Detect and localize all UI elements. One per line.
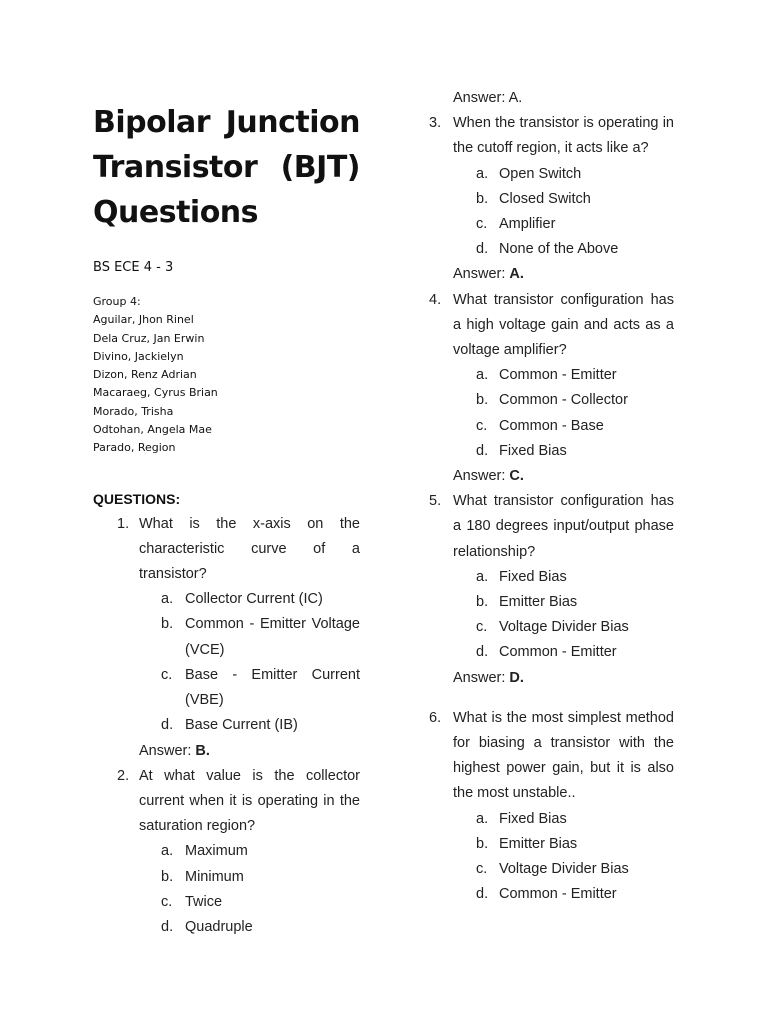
- option-letter: a.: [476, 568, 489, 585]
- question-number: 2.: [117, 767, 130, 784]
- member-name: Dela Cruz, Jan Erwin: [93, 331, 205, 345]
- member-name: Aguilar, Jhon Rinel: [93, 313, 194, 327]
- title-word: (BJT): [280, 150, 360, 185]
- option-text: Base Current (IB): [185, 717, 298, 734]
- option-letter: b.: [161, 616, 174, 633]
- option-text: Emitter Bias: [499, 594, 578, 611]
- option-letter: a.: [161, 843, 174, 860]
- title-word: Questions: [93, 195, 259, 230]
- option-text: Amplifier: [499, 216, 556, 233]
- member-name: Parado, Region: [93, 441, 176, 455]
- option-text: Base - Emitter Current (VBE): [185, 666, 360, 709]
- answer-value: D.: [509, 669, 524, 686]
- option-letter: b.: [476, 835, 489, 852]
- option: [427, 212, 674, 237]
- document-title: [93, 100, 360, 235]
- group-label: Group 4:: [93, 295, 141, 308]
- option-letter: c.: [476, 216, 488, 233]
- option: [427, 439, 674, 464]
- question-text: What is the x-axis on the characteristic curve of a transistor?: [139, 515, 360, 583]
- question-1: [93, 512, 360, 588]
- option-letter: a.: [161, 591, 174, 608]
- option-letter: d.: [476, 442, 489, 459]
- question-number: 5.: [429, 493, 442, 510]
- answer-value: B.: [195, 742, 210, 759]
- option: [93, 713, 360, 738]
- option-letter: b.: [476, 392, 489, 409]
- answer-value: A.: [509, 266, 524, 283]
- option-text: Closed Switch: [499, 190, 591, 207]
- member-name: Odtohan, Angela Mae: [93, 423, 212, 437]
- answer-label: Answer:: [453, 669, 506, 686]
- option-text: Fixed Bias: [499, 442, 567, 459]
- option-letter: d.: [161, 717, 174, 734]
- title-word: Bipolar: [93, 105, 211, 140]
- answer-line: [93, 739, 360, 764]
- title-word: Junction: [225, 105, 360, 140]
- question-3: [427, 111, 674, 161]
- member-name: Macaraeg, Cyrus Brian: [93, 386, 218, 400]
- option: [427, 857, 674, 882]
- option-text: Emitter Bias: [499, 835, 578, 852]
- member-name: Divino, Jackielyn: [93, 349, 184, 363]
- option-text: Fixed Bias: [499, 810, 567, 827]
- question-4: [427, 288, 674, 364]
- answer-label: Answer:: [139, 742, 192, 759]
- answer-label: Answer:: [453, 468, 506, 485]
- option: [427, 388, 674, 413]
- option: [427, 414, 674, 439]
- option: [427, 590, 674, 615]
- question-text: When the transistor is operating in the cutoff region, it acts like a?: [453, 115, 674, 157]
- option-letter: d.: [476, 886, 489, 903]
- option: [427, 640, 674, 665]
- option-letter: b.: [476, 594, 489, 611]
- option-letter: a.: [476, 367, 489, 384]
- option-text: Voltage Divider Bias: [499, 619, 629, 636]
- option-letter: c.: [476, 861, 488, 878]
- option-letter: a.: [476, 165, 489, 182]
- right-column: [427, 86, 674, 908]
- question-2: [93, 764, 360, 840]
- option-letter: c.: [476, 417, 488, 434]
- question-number: 6.: [429, 709, 442, 726]
- question-number: 1.: [117, 515, 130, 532]
- option-text: Open Switch: [499, 165, 582, 182]
- answer-label: Answer:: [453, 266, 506, 283]
- answer-line: [427, 262, 674, 287]
- question-text: What transistor configuration has a high voltage gain and acts as a voltage amplifier?: [453, 291, 674, 359]
- option: [427, 615, 674, 640]
- answer-line: Answer: A.: [453, 90, 523, 106]
- option-letter: c.: [161, 893, 173, 910]
- option-text: Voltage Divider Bias: [499, 861, 629, 878]
- option-letter: b.: [161, 868, 174, 885]
- option-letter: b.: [476, 190, 489, 207]
- option-text: Minimum: [185, 868, 244, 885]
- section-code: BS ECE 4 - 3: [93, 260, 174, 275]
- answer-line: [427, 464, 674, 489]
- question-number: 4.: [429, 291, 442, 308]
- option: [93, 915, 360, 940]
- question-5: [427, 489, 674, 565]
- option: [93, 839, 360, 864]
- question-list-left: [93, 512, 360, 940]
- spacer: [427, 691, 674, 706]
- question-6: [427, 706, 674, 807]
- option-text: Common - Base: [499, 417, 604, 434]
- option-letter: a.: [476, 810, 489, 827]
- option-text: Common - Collector: [499, 392, 628, 409]
- option: [427, 237, 674, 262]
- question-text: At what value is the collector current when it is operating in the saturation region?: [139, 767, 360, 835]
- group-members: [93, 293, 360, 458]
- option-text: Common - Emitter: [499, 367, 617, 384]
- option-letter: d.: [161, 918, 174, 935]
- option-text: Collector Current (IC): [185, 591, 323, 608]
- left-column: [93, 100, 360, 940]
- option: [93, 890, 360, 915]
- option-text: Maximum: [185, 843, 248, 860]
- answer-line: [427, 666, 674, 691]
- option: [93, 865, 360, 890]
- question-text: What transistor configuration has a 180 degrees input/output phase relationship?: [453, 493, 674, 560]
- option-letter: c.: [161, 666, 173, 683]
- option: [427, 882, 674, 907]
- option: [427, 565, 674, 590]
- option: [427, 363, 674, 388]
- option-text: Common - Emitter Voltage (VCE): [185, 616, 360, 658]
- option-text: Twice: [185, 893, 223, 910]
- questions-heading: QUESTIONS:: [93, 490, 181, 507]
- option: [93, 663, 360, 713]
- question-text: What is the most simplest method for biasing a transistor with the highest power gain, but it is also the most unstable..: [453, 709, 674, 802]
- option-text: Fixed Bias: [499, 568, 567, 585]
- option: [93, 587, 360, 612]
- option: [427, 807, 674, 832]
- option: [93, 612, 360, 662]
- member-name: Morado, Trisha: [93, 404, 174, 418]
- option: [427, 162, 674, 187]
- option: [427, 832, 674, 857]
- option-text: None of the Above: [499, 241, 619, 258]
- option-text: Common - Emitter: [499, 886, 617, 903]
- option-letter: d.: [476, 241, 489, 258]
- option-letter: d.: [476, 644, 489, 661]
- question-number: 3.: [429, 115, 442, 132]
- answer-value: C.: [509, 468, 524, 485]
- title-word: Transistor: [93, 150, 258, 185]
- option-text: Common - Emitter: [499, 644, 617, 661]
- member-name: Dizon, Renz Adrian: [93, 368, 197, 382]
- option-text: Quadruple: [185, 918, 253, 935]
- option-letter: c.: [476, 619, 488, 636]
- option: [427, 187, 674, 212]
